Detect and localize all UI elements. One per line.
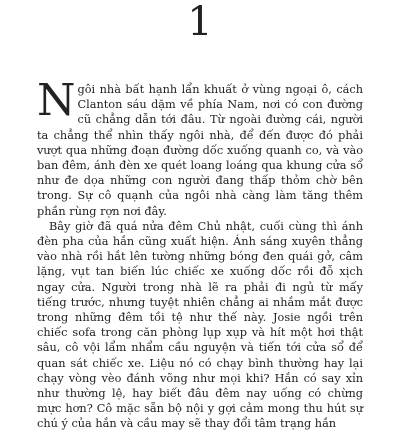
chapter-body [37, 75, 363, 432]
paragraph-2 [37, 219, 363, 432]
paragraph-1-text: gôi nhà bất hạnh lẩn khuất ở vùng ngoại ô, cách Clanton sáu dặm về phía Nam, nơi có con đường cũ chẳng dẫn tới đâu. Từ ngoài đường cái, người ta chẳng thể nhìn thấy ngôi nhà, để đến được đó phải vượt qua những đoạn đường dốc xuống quanh co, và vào ban đêm, ánh đèn xe quét loang loáng qua khung cửa sổ như đe dọa những con người đang thấp thỏm chờ bên trong. Sự cô quạnh của ngôi nhà càng làm tăng thêm phần rùng rợn nơi đây. [37, 83, 363, 218]
chapter-number: 1 [187, 0, 213, 45]
paragraph-2-text: Bây giờ đã quá nửa đêm Chủ nhật, cuối cùng thì ánh đèn pha của hắn cũng xuất hiện. Ánh sáng xuyên thẳng vào nhà rồi hắt lên tường những bóng đen quái gở, câm lặng, vụt tan biến lúc chiếc xe xuống dốc rồi đỗ xịch ngay cửa. Người trong nhà lẽ ra phải đi ngủ từ mấy tiếng trước, nhưng tuyệt nhiên chẳng ai nhắm mắt được trong những đêm tồi tệ như thế này. Josie ngồi trên chiếc sofa trong căn phòng lụp xụp và hít một hơi thật sâu, cô vội lẩm nhẩm cầu nguyện và tiến tới cửa sổ để quan sát chiếc xe. Liệu nó có chạy bình thường hay lại chạy vòng vèo đánh võng như mọi khi? Hắn có say xỉn như thường lệ, hay biết đâu đêm nay uống có chừng mực hơn? Cô mặc sẵn bộ nội y gợi cảm mong thu hút sự chú ý của hắn và cầu may sẽ thay đổi tâm trạng hắn [37, 219, 363, 431]
paragraph-1 [37, 75, 363, 219]
drop-cap-letter: N [37, 75, 76, 126]
